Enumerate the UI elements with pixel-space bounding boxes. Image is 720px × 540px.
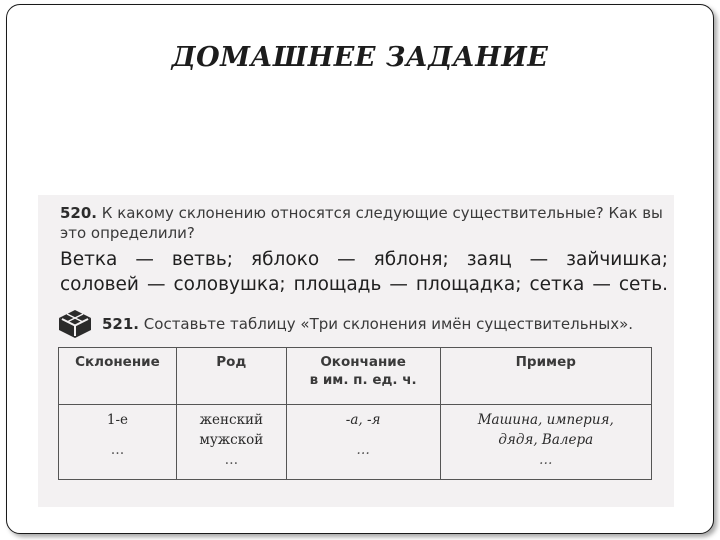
cell-declension-value: 1-е	[106, 412, 129, 428]
cell-gender-ellipsis: …	[224, 452, 239, 468]
textbook-page-image	[38, 195, 674, 507]
slide-title: ДОМАШНЕЕ ЗАДАНИЕ	[171, 42, 549, 73]
cube-icon	[58, 309, 92, 339]
cell-example-line2: дядя, Валера	[498, 432, 594, 448]
header-ending	[286, 348, 440, 405]
header-ending-line1: Окончание	[320, 354, 406, 370]
cell-ending	[286, 405, 440, 480]
header-ending-line2: в им. п. ед. ч.	[309, 372, 417, 388]
declension-table	[58, 347, 652, 480]
exercise-520-words	[60, 247, 668, 297]
cell-gender-line1: женский	[199, 412, 264, 428]
exercise-520-words-line2: соловей — соловушка; площадь — площадка; сетка — сеть.	[60, 274, 668, 295]
cell-declension	[59, 405, 177, 480]
cell-ending-ellipsis: …	[356, 442, 370, 458]
cell-ending-value: -а, -я	[345, 412, 381, 428]
cell-example	[440, 405, 652, 480]
exercise-520	[60, 203, 668, 243]
cell-example-line1: Машина, империя,	[477, 412, 614, 428]
header-example: Пример	[440, 348, 652, 405]
table-header-row	[59, 348, 652, 405]
exercise-520-question-line1: К какому склонению относятся следующие существительные? Как вы	[101, 204, 663, 222]
cell-gender	[176, 405, 286, 480]
exercise-521-text	[102, 315, 633, 333]
table-row	[59, 405, 652, 480]
cell-example-ellipsis: …	[539, 452, 553, 468]
cell-declension-ellipsis: …	[110, 442, 125, 458]
exercise-520-words-line1: Ветка — ветвь; яблоко — яблоня; заяц — зайчишка;	[60, 249, 668, 270]
exercise-520-question-line2: это определили?	[60, 224, 195, 242]
exercise-520-number: 520.	[60, 204, 98, 222]
cell-gender-line2: мужской	[199, 432, 264, 448]
header-gender: Род	[176, 348, 286, 405]
header-declension: Склонение	[59, 348, 177, 405]
exercise-521	[58, 309, 666, 339]
exercise-521-number: 521.	[102, 315, 140, 333]
exercise-521-task: Составьте таблицу «Три склонения имён существительных».	[143, 315, 634, 333]
